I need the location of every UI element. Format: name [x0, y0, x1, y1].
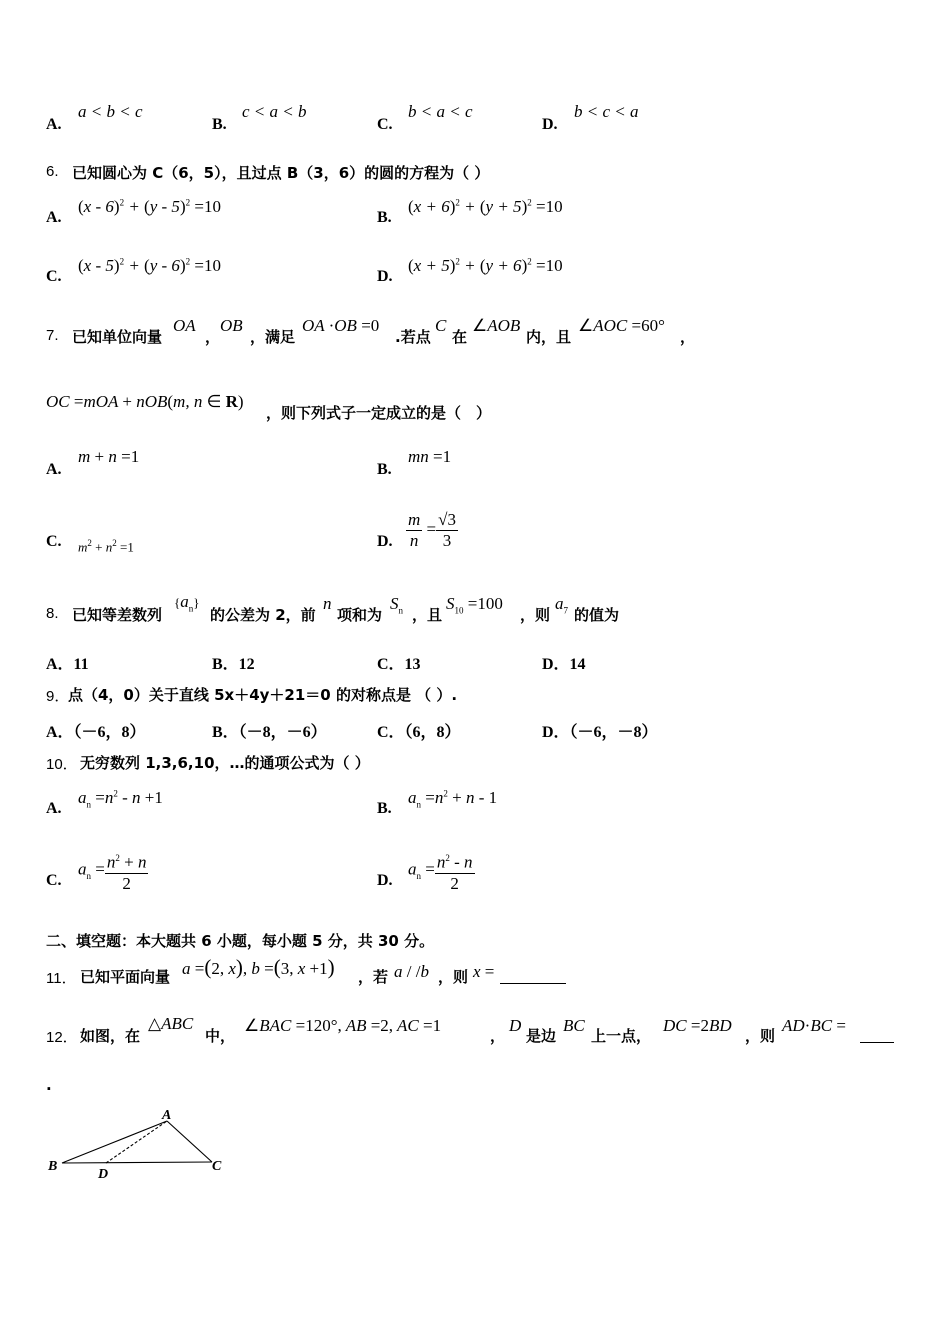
- q8-text-4: ，且: [412, 606, 443, 624]
- q10-option-c-label: C.: [46, 872, 62, 889]
- q10-option-d-label: D.: [377, 872, 393, 889]
- q8-number: 8.: [46, 605, 59, 622]
- q7-option-c-label: C.: [46, 533, 62, 550]
- q12-text-3: ，: [490, 1027, 506, 1045]
- q12-trailing-dot: .: [46, 1076, 52, 1094]
- q8-math-a7: $a_7$: [555, 594, 568, 616]
- q12-number: 12．: [46, 1029, 78, 1046]
- q11-text-1: 已知平面向量: [80, 968, 171, 986]
- q7-math-angle-aoc: ∠AOC =60°: [578, 316, 665, 335]
- q12-text-2: 中，: [205, 1027, 236, 1045]
- q8-math-s10: $S_{10} =100$: [446, 594, 503, 616]
- q8-math-n: n: [323, 594, 332, 613]
- q11-answer-blank[interactable]: [500, 969, 566, 984]
- q7-math-c: C: [435, 316, 447, 335]
- q11-math-x: x =: [473, 962, 495, 981]
- q10-number: 10．: [46, 756, 78, 773]
- q7-math-angle-aob: ∠AOB: [472, 316, 521, 335]
- q12-math-dc: DC =2BD: [663, 1016, 732, 1035]
- q7-option-b-math: mn =1: [408, 447, 452, 466]
- q7-math-oc: OC =mOA + nOB(m, n ∈ R): [46, 392, 244, 411]
- q7-number: 7.: [46, 327, 59, 344]
- q5-option-a-math: a < b < c: [78, 102, 143, 121]
- q11-math-parallel: a / /b: [394, 962, 429, 981]
- q7-option-d-label: D.: [377, 533, 393, 550]
- label-a: A: [162, 1108, 172, 1123]
- q6-number: 6.: [46, 163, 59, 180]
- q8-text-3: 项和为: [337, 606, 383, 624]
- q12-math-d: D: [509, 1016, 522, 1035]
- q12-text-4: 是边: [526, 1027, 557, 1045]
- q8-text-6: 的值为: [574, 606, 620, 624]
- q7-option-d-math: $\frac{m}{n}$ = $\frac{√3}{3}$: [408, 510, 456, 550]
- q9-option-a: A．（－6，8）: [46, 724, 146, 741]
- q7-text-1: 已知单位向量: [72, 328, 163, 346]
- q8-option-a: A．11: [46, 656, 89, 673]
- segment-bc: [62, 1162, 212, 1163]
- q6-option-c-math: (x - 5)$^2$ + (y - 6)$^2$ =10: [78, 256, 221, 275]
- q8-math-an: $\{a_n\}$: [174, 592, 200, 614]
- q7-text-5: 在: [452, 328, 468, 346]
- q6-option-d-math: $(x + 5)^2 + (y + 6)^2 =10$: [408, 256, 563, 275]
- q7-option-a-label: A.: [46, 461, 62, 478]
- q5-option-b-math: c < a < b: [242, 102, 307, 121]
- q6-option-d-label: D.: [377, 268, 393, 285]
- q5-option-a-label: A.: [46, 116, 62, 133]
- q12-answer-blank[interactable]: [860, 1028, 894, 1043]
- q10-stem: 无穷数列 1,3,6,10，…的通项公式为（ ）: [80, 754, 370, 772]
- q8-text-1: 已知等差数列: [72, 606, 163, 624]
- q7-text-2: ，: [205, 328, 221, 346]
- q7-text-8: ，则下列式子一定成立的是（ ）: [266, 404, 492, 422]
- q11-text-3: ，则: [438, 968, 469, 986]
- q6-option-b-label: B.: [377, 209, 392, 226]
- q11-math-vectors: a =(2, x), b =(3, x +1): [182, 955, 335, 979]
- q12-text-1: 如图，在: [80, 1027, 141, 1045]
- q6-option-a-label: A.: [46, 209, 62, 226]
- q9-option-c: C．（6，8）: [377, 724, 461, 741]
- q10-option-a-label: A.: [46, 800, 62, 817]
- q12-math-bc: BC: [563, 1016, 585, 1035]
- label-c: C: [212, 1159, 222, 1174]
- q12-math-given: ∠BAC =120°, AB =2, AC =1: [244, 1016, 442, 1035]
- q7-text-6: 内，且: [526, 328, 572, 346]
- q9-number: 9．: [46, 688, 70, 705]
- q7-option-c-math: $m^2 + n^2 =1$: [78, 538, 134, 555]
- q8-math-sn: $S_n$: [390, 594, 403, 616]
- q7-math-oa: OA: [173, 316, 196, 335]
- q6-option-c-label: C.: [46, 268, 62, 285]
- q10-option-d-math: $a_n$ = $\frac{n^2 - n}{2}$: [408, 848, 475, 894]
- q6-stem: 已知圆心为 C（6，5），且过点 B（3，6）的圆的方程为（ ）: [72, 164, 490, 182]
- q7-text-7: ，: [680, 328, 696, 346]
- q5-option-c-label: C.: [377, 116, 393, 133]
- q5-option-b-label: B.: [212, 116, 227, 133]
- q12-math-dot: AD·BC =: [782, 1016, 846, 1035]
- q5-option-d-math: b < c < a: [574, 102, 639, 121]
- q9-option-d: D．（－6，－8）: [542, 724, 658, 741]
- q8-text-2: 的公差为 2，前: [210, 606, 316, 624]
- section-2-heading: 二、填空题：本大题共 6 小题，每小题 5 分，共 30 分。: [46, 932, 435, 950]
- q7-math-ob: OB: [220, 316, 243, 335]
- q7-text-4: .若点: [395, 328, 431, 346]
- q8-option-c: C．13: [377, 656, 421, 673]
- q8-text-5: ，则: [520, 606, 551, 624]
- q8-option-d: D．14: [542, 656, 586, 673]
- triangle-figure: [44, 1105, 234, 1181]
- q7-text-3: ，满足: [250, 328, 296, 346]
- label-d: D: [98, 1167, 109, 1181]
- q9-stem: 点（4，0）关于直线 5x＋4y＋21＝0 的对称点是 （ ）.: [68, 686, 458, 704]
- q10-option-b-label: B.: [377, 800, 392, 817]
- q5-option-c-math: b < a < c: [408, 102, 473, 121]
- q11-number: 11．: [46, 970, 77, 987]
- q10-option-b-math: $a_n =n^2 + n - 1$: [408, 788, 498, 810]
- q11-text-2: ，若: [358, 968, 389, 986]
- q12-text-6: ，则: [745, 1027, 776, 1045]
- segment-ac: [167, 1121, 212, 1162]
- q8-option-b: B．12: [212, 656, 255, 673]
- q10-option-a-math: $a_n =n^2 - n +1$: [78, 788, 163, 810]
- q7-math-dot: OA ·OB =0: [302, 316, 380, 335]
- q6-option-a-math: (x - 6)$^2$ + (y - 5)$^2$ =10: [78, 197, 221, 216]
- q6-option-b-math: $(x + 6)^2 + (y + 5)^2 =10$: [408, 197, 563, 216]
- q12-math-triangle: △ABC: [148, 1014, 194, 1033]
- q12-text-5: 上一点，: [591, 1027, 652, 1045]
- q7-option-a-math: m + n =1: [78, 447, 140, 466]
- q5-option-d-label: D.: [542, 116, 558, 133]
- q9-option-b: B．（－8，－6）: [212, 724, 327, 741]
- label-b: B: [48, 1159, 58, 1174]
- q7-option-b-label: B.: [377, 461, 392, 478]
- q10-option-c-math: $a_n$ = $\frac{n^2 + n}{2}$: [78, 848, 148, 894]
